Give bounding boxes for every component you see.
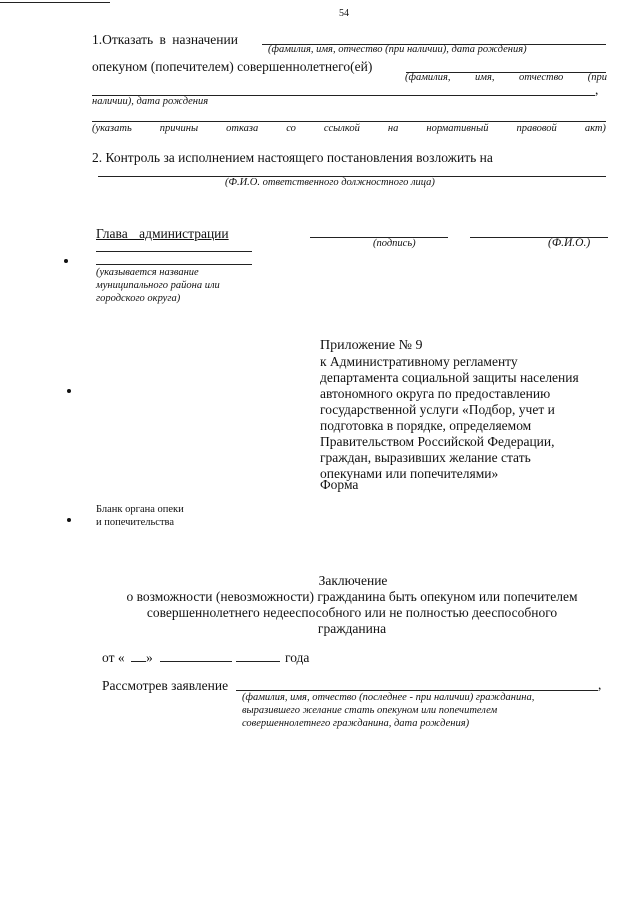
hint-applicant-line: выразившего желание стать опекуном или попечителем (242, 705, 498, 716)
subtitle-line: о возможности (невозможности) гражданина быть опекуном или попечителем (126, 589, 578, 604)
hint-word: (указать (92, 123, 132, 134)
hint-district-line: городского округа) (96, 293, 181, 304)
hint-reason (92, 123, 606, 134)
review-label: Рассмотрев заявление (102, 678, 229, 693)
subtitle-line: совершеннолетнего недееспособного или не полностью дееспособного (146, 605, 558, 620)
conclusion-title: Заключение (318, 573, 388, 588)
control-text: 2. Контроль за исполнением настоящего постановления возложить на (92, 150, 493, 165)
hint-word: со (286, 123, 296, 134)
hint-official: (Ф.И.О. ответственного должностного лица) (225, 177, 435, 188)
appendix-line: Правительством Российской Федерации, (320, 434, 555, 449)
hint-word: (при (587, 72, 607, 83)
date-suffix: года (285, 650, 310, 665)
hint-word: (фамилия, (405, 72, 451, 83)
guardian-label: опекуном (попечителем) совершеннолетнего(ей) (92, 59, 373, 74)
conclusion-subtitle (104, 589, 600, 637)
date-month-line (160, 661, 232, 662)
appendix-line: граждан, выразивших желание стать (320, 450, 531, 465)
blank-label (96, 503, 184, 529)
hint-word: отчество (518, 72, 564, 83)
blank-line: и попечительства (96, 517, 175, 528)
line-comma: , (595, 82, 599, 97)
subtitle-line: гражданина (317, 621, 387, 636)
page-number: 54 (339, 8, 349, 19)
hint-word: ссылкой (323, 123, 360, 134)
hint-word: причины (159, 123, 199, 134)
hint-word: отказа (226, 123, 259, 134)
appendix-line: к Административному регламенту (320, 354, 518, 369)
hint-applicant-line: совершеннолетнего гражданина, дата рождения) (242, 718, 470, 729)
margin-bullet (64, 259, 68, 263)
hint-signature: (подпись) (373, 238, 416, 249)
hint-fio: (Ф.И.О.) (548, 237, 591, 249)
appendix-line: Приложение № 9 (320, 338, 423, 353)
appendix-block (320, 338, 579, 482)
hint-word: на (387, 123, 399, 134)
appendix-line: подготовка в порядке, определяемом (320, 418, 532, 433)
hint-applicant (242, 691, 534, 730)
hint-district-line: (указывается название (96, 267, 199, 278)
hint-word: правовой (516, 123, 557, 134)
date-day-line (131, 661, 146, 662)
appendix-line: опекунами или попечителями» (320, 466, 499, 481)
appendix-line: департамента социальной защиты населения (320, 370, 579, 385)
blank-line: Бланк органа опеки (96, 504, 184, 515)
hint-fio-row (405, 72, 607, 83)
hint-dob-tail: наличии), дата рождения (92, 96, 209, 107)
hint-applicant-line: (фамилия, имя, отчество (последнее - при наличии) гражданина, (242, 692, 535, 703)
appendix-line: государственной услуги «Подбор, учет и (320, 402, 555, 417)
district-line-1 (96, 251, 252, 252)
hint-district (96, 266, 220, 305)
date-year-line (236, 661, 280, 662)
hint-word: имя, (475, 72, 495, 83)
head-label: Глава администрации (96, 226, 229, 241)
hint-fio-dob: (фамилия, имя, отчество (при наличии), дата рождения) (268, 44, 527, 55)
form-label: Форма (320, 477, 359, 492)
applicant-comma: , (598, 677, 602, 692)
hint-word: нормативный (426, 123, 489, 134)
reason-blank-line (92, 121, 606, 122)
margin-bullet (67, 518, 71, 522)
hint-word: акт) (584, 123, 606, 134)
appendix-line: автономного округа по предоставлению (320, 386, 551, 401)
date-prefix: от « (102, 650, 125, 665)
header-rule (0, 2, 110, 3)
date-mid: » (146, 650, 153, 665)
district-line-2 (96, 264, 252, 265)
hint-district-line: муниципального района или (96, 280, 220, 291)
refuse-label: 1.Отказать в назначении (92, 32, 238, 47)
margin-bullet (67, 389, 71, 393)
